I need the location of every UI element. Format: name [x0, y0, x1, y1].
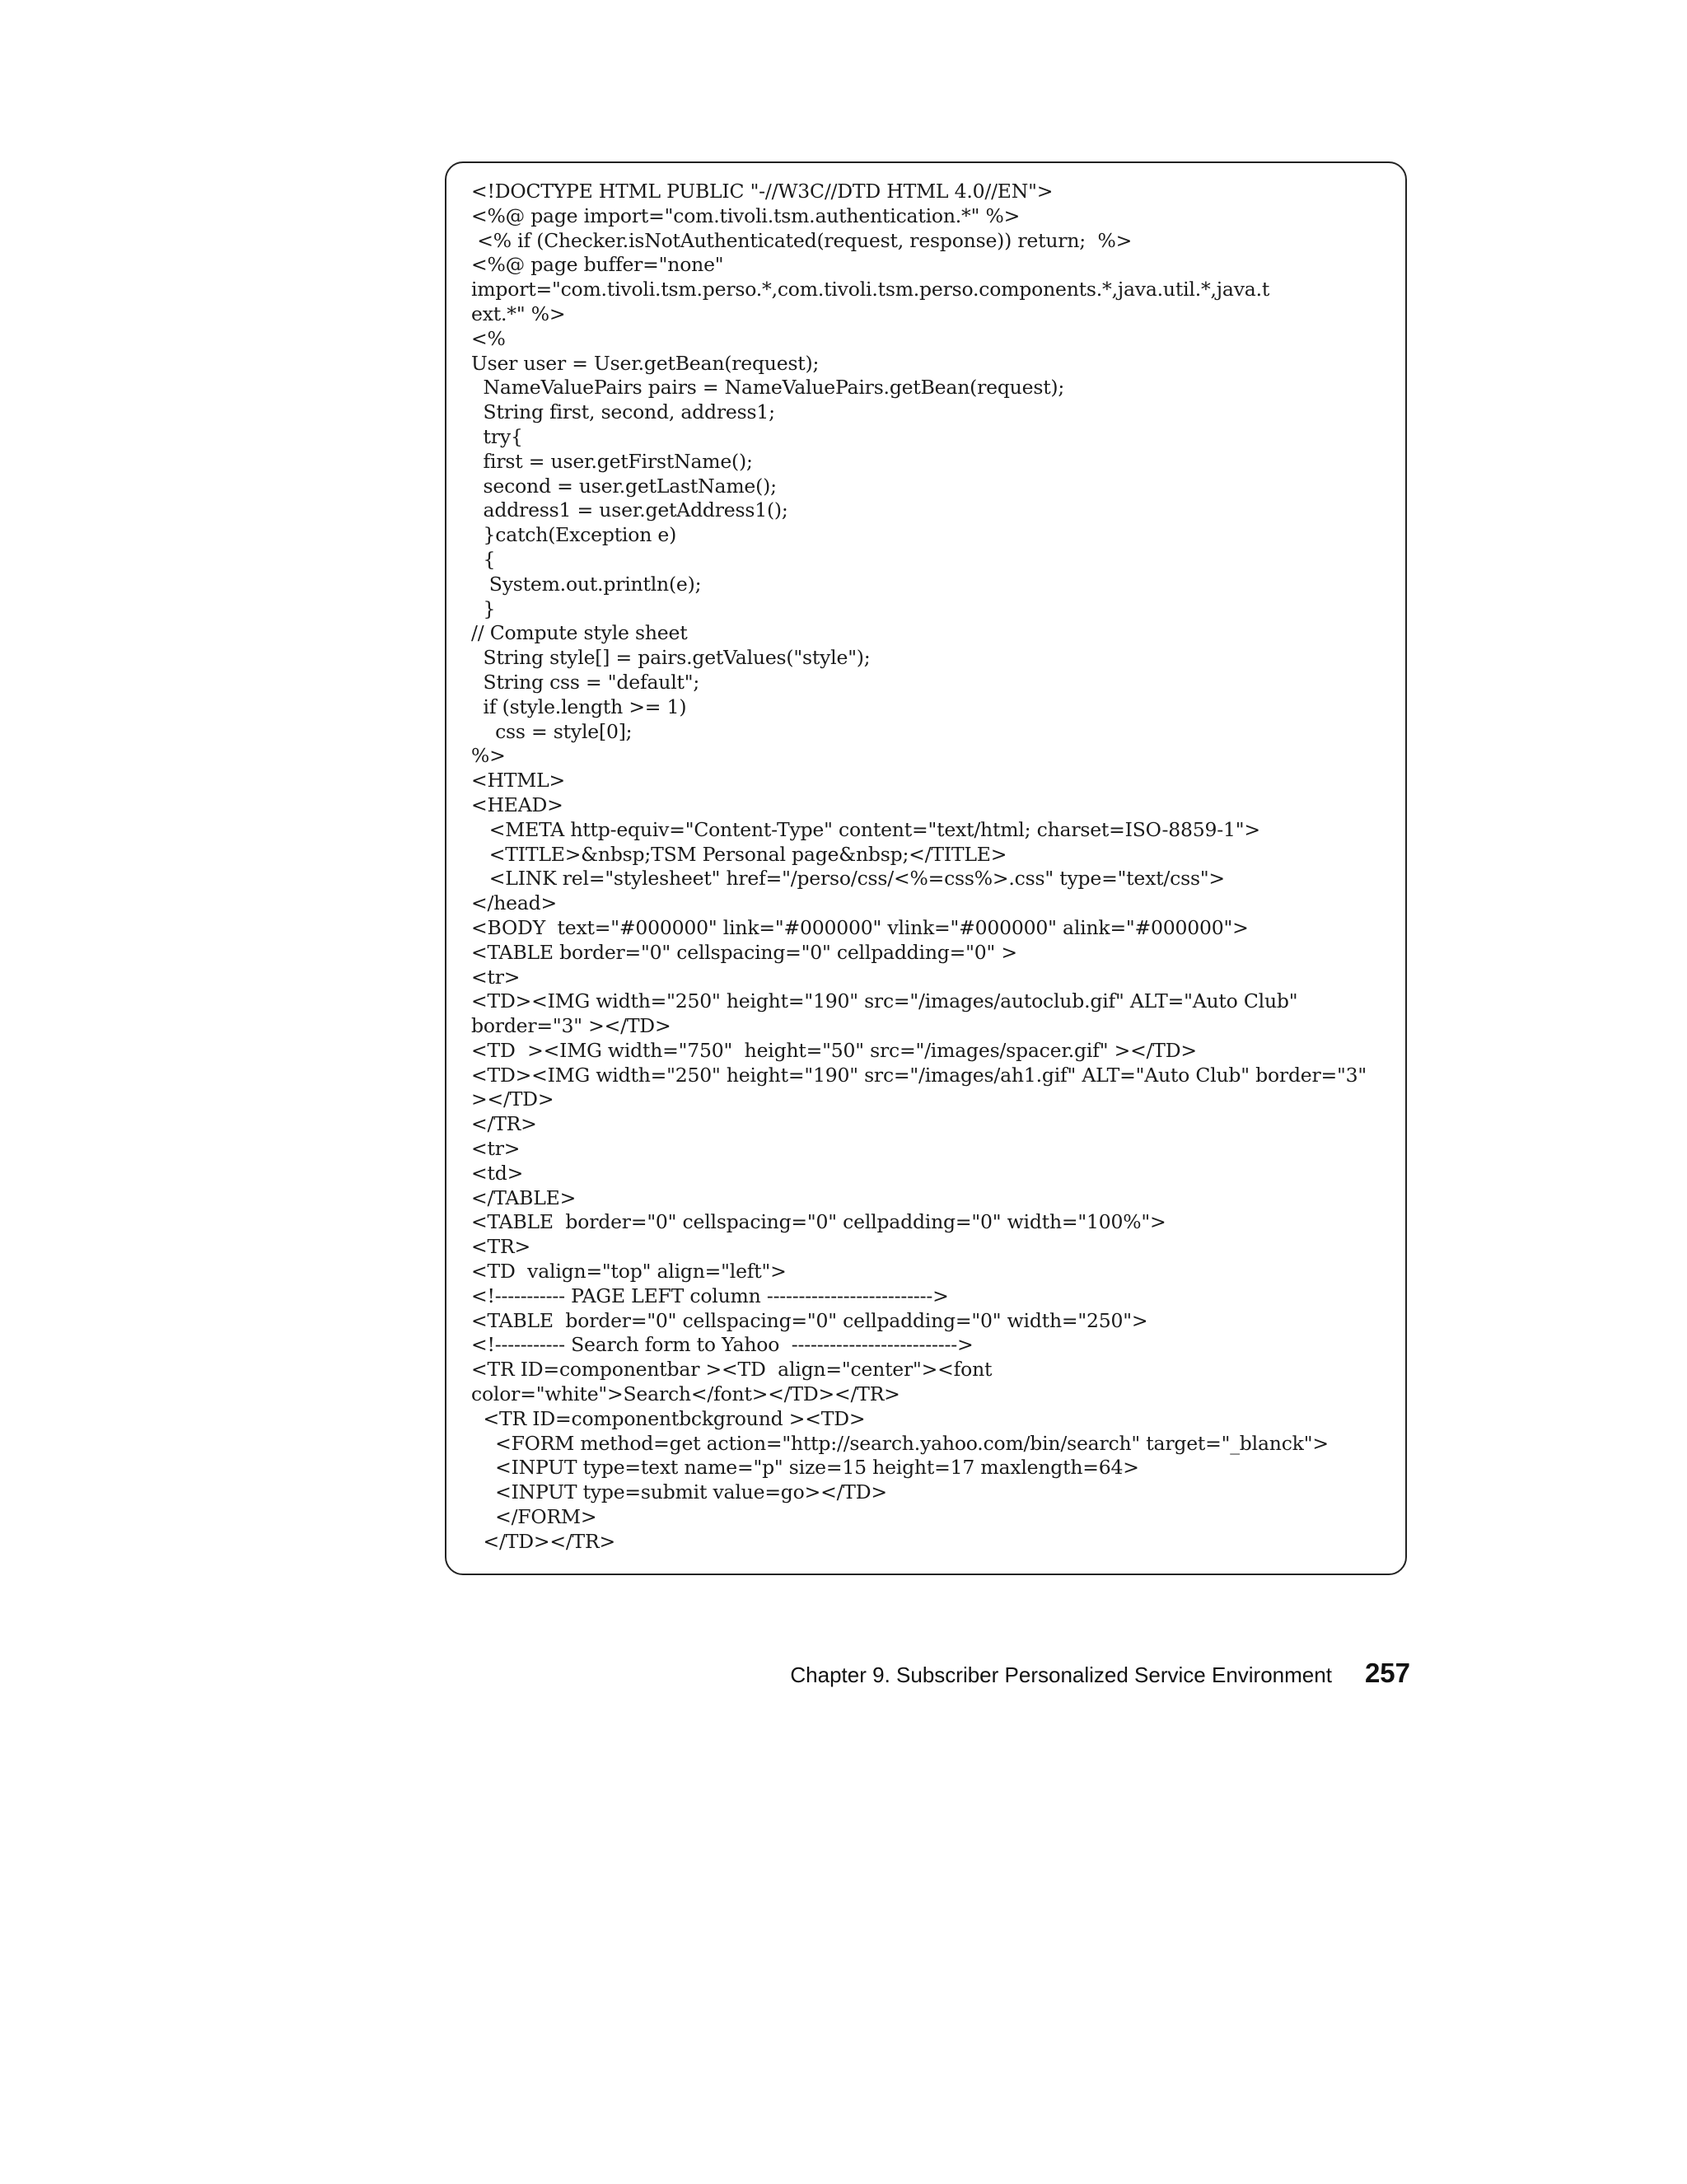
code-line: }catch(Exception e) — [471, 523, 677, 547]
code-line: NameValuePairs pairs = NameValuePairs.getBean(request); — [471, 376, 1065, 400]
code-line: <% if (Checker.isNotAuthenticated(request, response)) return; %> — [471, 228, 1133, 252]
code-line: <TABLE border="0" cellspacing="0" cellpadding="0" > — [471, 940, 1017, 964]
code-line: <tr> — [471, 965, 521, 989]
code-line: <FORM method=get action="http://search.yahoo.com/bin/search" target="_blanck"> — [471, 1431, 1329, 1455]
page-footer — [0, 1658, 1410, 1689]
code-line: first = user.getFirstName(); — [471, 449, 753, 473]
code-line: <TR> — [471, 1235, 530, 1259]
code-line: System.out.println(e); — [471, 572, 702, 596]
code-line: <LINK rel="stylesheet" href="/perso/css/<%=css%>.css" type="text/css"> — [471, 867, 1225, 891]
code-line: css = style[0]; — [471, 719, 633, 743]
code-line: <TD><IMG width="250" height="190" src="/images/ah1.gif" ALT="Auto Club" border="3" — [471, 1063, 1367, 1087]
code-line: <TD><IMG width="250" height="190" src="/images/autoclub.gif" ALT="Auto Club" — [471, 989, 1298, 1013]
code-line: <TITLE>&nbsp;TSM Personal page&nbsp;</TITLE> — [471, 842, 1007, 866]
code-line: <TABLE border="0" cellspacing="0" cellpadding="0" width="100%"> — [471, 1210, 1166, 1234]
code-line: </TR> — [471, 1112, 537, 1136]
code-line: border="3" ></TD> — [471, 1014, 671, 1038]
code-line: </FORM> — [471, 1505, 597, 1529]
code-line: <TABLE border="0" cellspacing="0" cellpadding="0" width="250"> — [471, 1308, 1148, 1332]
code-line: <!----------- Search form to Yahoo --------------------------> — [471, 1333, 974, 1357]
code-line: %> — [471, 744, 506, 768]
code-line: <TD ><IMG width="750" height="50" src="/images/spacer.gif" ></TD> — [471, 1038, 1197, 1062]
code-line: <INPUT type=submit value=go></TD> — [471, 1480, 887, 1504]
code-line: <INPUT type=text name="p" size=15 height=17 maxlength=64> — [471, 1456, 1139, 1480]
code-line: if (style.length >= 1) — [471, 694, 687, 718]
chapter-title: Chapter 9. Subscriber Personalized Service Environment — [790, 1663, 1332, 1687]
code-line: User user = User.getBean(request); — [471, 351, 820, 375]
code-line: <TR ID=componentbar ><TD align="center"><font — [471, 1358, 993, 1382]
code-line: second = user.getLastName(); — [471, 474, 777, 498]
code-line: </head> — [471, 891, 557, 915]
code-line: <%@ page import="com.tivoli.tsm.authentication.*" %> — [471, 203, 1021, 227]
code-line: String first, second, address1; — [471, 400, 775, 424]
code-line: color="white">Search</font></TD></TR> — [471, 1382, 900, 1406]
code-line: { — [471, 547, 496, 571]
code-line: address1 = user.getAddress1(); — [471, 498, 788, 522]
code-line: ></TD> — [471, 1087, 554, 1111]
code-line: import="com.tivoli.tsm.perso.*,com.tivoli.tsm.perso.components.*,java.util.*,java.t — [471, 278, 1270, 302]
code-line: <!----------- PAGE LEFT column --------------------------> — [471, 1284, 949, 1307]
code-line: <%@ page buffer="none" — [471, 253, 724, 277]
code-line: } — [471, 596, 496, 620]
code-line: <BODY text="#000000" link="#000000" vlink="#000000" alink="#000000"> — [471, 915, 1249, 939]
code-line: <tr> — [471, 1137, 521, 1161]
code-line: <TR ID=componentbckground ><TD> — [471, 1406, 866, 1430]
code-line: String css = "default"; — [471, 670, 700, 694]
code-line: </TD></TR> — [471, 1529, 616, 1553]
code-line: <HTML> — [471, 769, 566, 793]
code-line: <META http-equiv="Content-Type" content="text/html; charset=ISO-8859-1"> — [471, 817, 1260, 841]
code-line: <TD valign="top" align="left"> — [471, 1260, 787, 1284]
code-line: <td> — [471, 1161, 524, 1185]
code-line: <HEAD> — [471, 793, 563, 816]
code-line: try{ — [471, 424, 523, 448]
code-line: // Compute style sheet — [471, 621, 688, 645]
code-line: <!DOCTYPE HTML PUBLIC "-//W3C//DTD HTML 4.0//EN"> — [471, 180, 1054, 203]
code-line: <% — [471, 326, 506, 350]
code-listing-box — [445, 161, 1407, 1575]
code-line: ext.*" %> — [471, 302, 566, 325]
code-listing — [471, 180, 1382, 1555]
code-line: String style[] = pairs.getValues("style"); — [471, 646, 871, 670]
page-number: 257 — [1364, 1658, 1410, 1688]
code-line: </TABLE> — [471, 1186, 577, 1209]
